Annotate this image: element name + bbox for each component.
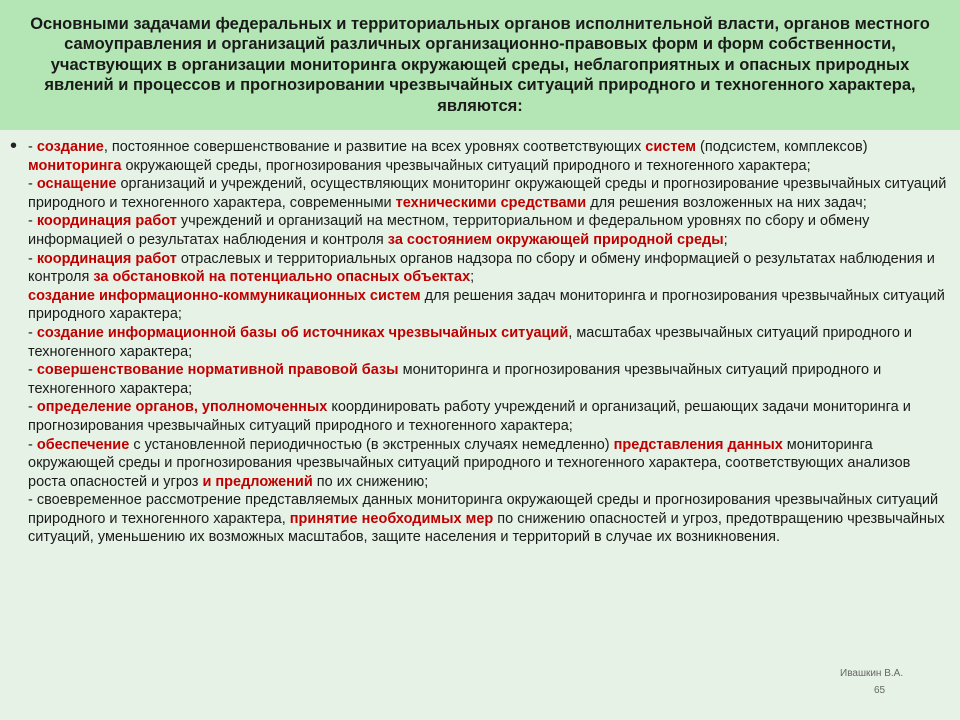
page-number: 65 bbox=[874, 685, 886, 696]
list-item: - своевременное рассмотрение представляемых данных мониторинга окружающей среды и прогнозирования чрезвычайных ситуаций природного и техногенного характера, принятие необходимых мер по снижению опасностей и угроз, предотвращению чрезвычайных ситуаций, уменьшению их возможных масштабов, защите населения и территорий в случае их возникновения. bbox=[28, 492, 945, 546]
list-item: - координация работ учреждений и организаций на местном, территориальном и федеральном уровнях по сбору и обмену информацией о результатах наблюдения и контроля за состоянием окружающей природной среды; bbox=[28, 213, 870, 248]
list-item: - оснащение организаций и учреждений, осуществляющих мониторинг окружающей среды и прогнозирование чрезвычайных ситуаций природного и техногенного характера, современными техническими средствами для решения возложенных на них задач; bbox=[28, 176, 947, 211]
list-item: создание информационно-коммуникационных систем для решения задач мониторинга и прогнозирования чрезвычайных ситуаций природного характера; bbox=[28, 287, 945, 323]
author-label: Ивашкин В.А. bbox=[840, 668, 904, 679]
header-banner bbox=[0, 0, 960, 130]
task-list bbox=[28, 138, 952, 547]
list-item: - обеспечение с установленной периодичностью (в экстренных случаях немедленно) представления данных мониторинга окружающей среды и прогнозирования чрезвычайных ситуаций природного и техногенного характера, соответствующих анализов роста опасностей и угроз и предложений по их снижению; bbox=[28, 436, 911, 490]
list-item: - координация работ отраслевых и территориальных органов надзора по сбору и обмену информацией о результатах наблюдения и контроля за обстановкой на потенциально опасных объектах; bbox=[28, 250, 935, 286]
slide-title: Основными задачами федеральных и территориальных органов исполнительной власти, органов местного самоуправления и организаций различных организационно-правовых форм и форм собственности, участвующих в организации мониторинга окружающей среды, неблагоприятных и опасных природных явлений и процессов и прогнозировании чрезвычайных ситуаций природного и техногенного характера, являются: bbox=[30, 14, 930, 115]
list-item: - создание информационной базы об источниках чрезвычайных ситуаций, масштабах чрезвычайных ситуаций природного и техногенного характера; bbox=[28, 324, 913, 360]
list-item: - создание, постоянное совершенствование и развитие на всех уровнях соответствующих систем (подсистем, комплексов) мониторинга окружающей среды, прогнозирования чрезвычайных ситуаций природного и техногенного характера; bbox=[28, 139, 868, 174]
bullet-dot: • bbox=[10, 135, 18, 157]
list-item: - определение органов, уполномоченных координировать работу учреждений и организаций, решающих задачи мониторинга и прогнозирования чрезвычайных ситуаций природного и техногенного характера; bbox=[28, 399, 911, 434]
list-item: - совершенствование нормативной правовой базы мониторинга и прогнозирования чрезвычайных ситуаций природного и техногенного характера; bbox=[28, 362, 882, 397]
